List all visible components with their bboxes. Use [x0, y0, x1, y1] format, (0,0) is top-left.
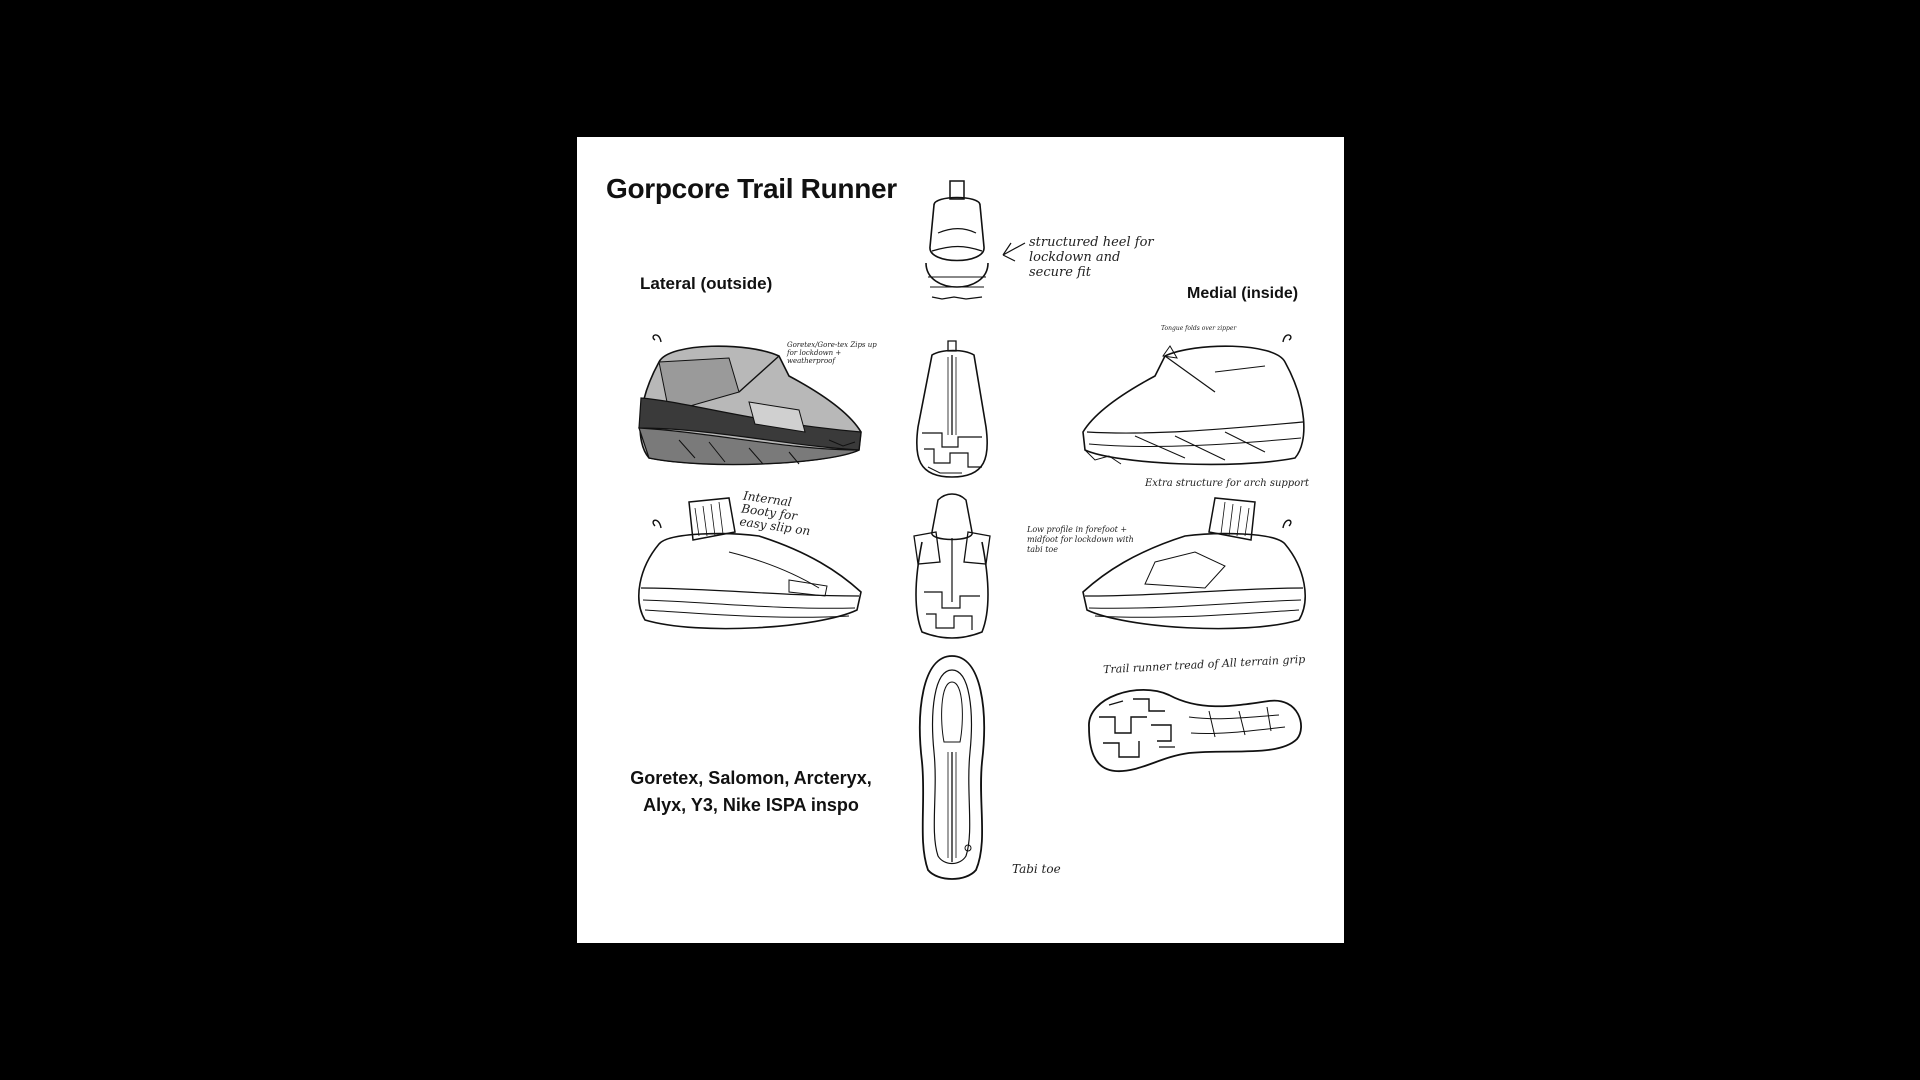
heel-annotation: structured heel for lockdown and secure fit — [1029, 235, 1154, 280]
inspiration-line-2: Alyx, Y3, Nike ISPA inspo — [643, 795, 859, 815]
goretex-annotation: Goretex/Gore-tex Zips up for lockdown + weatherproof — [787, 341, 877, 365]
tabi-annotation: Tabi toe — [1012, 862, 1061, 876]
arch-annotation: Extra structure for arch support — [1145, 478, 1310, 489]
top-view-open-sketch — [902, 492, 1002, 642]
booty-annotation: Internal Booty for easy slip on — [738, 488, 812, 539]
lateral-view-label: Lateral (outside) — [640, 274, 773, 293]
medial-view-label: Medial (inside) — [1187, 285, 1299, 302]
heel-arrow-icon — [997, 237, 1027, 267]
top-view-zip-sketch — [902, 337, 1002, 482]
medial-booty-shoe-sketch — [1075, 492, 1315, 642]
inspiration-note — [601, 765, 901, 819]
outsole-tread-sketch — [1079, 677, 1309, 777]
insole-bottom-view-sketch — [912, 652, 992, 882]
low-profile-annotation: Low profile in forefoot + midfoot for lockdown with tabi toe — [1027, 525, 1134, 554]
tongue-annotation: Tongue folds over zipper — [1161, 325, 1237, 332]
medial-outline-shoe-sketch — [1075, 332, 1315, 477]
sheet-title: Gorpcore Trail Runner — [606, 173, 897, 204]
design-sheet — [577, 137, 1344, 943]
inspiration-line-1: Goretex, Salomon, Arcteryx, — [630, 768, 872, 788]
heel-view-sketch — [912, 177, 1002, 317]
tread-annotation: Trail runner tread of All terrain grip — [1102, 652, 1306, 677]
